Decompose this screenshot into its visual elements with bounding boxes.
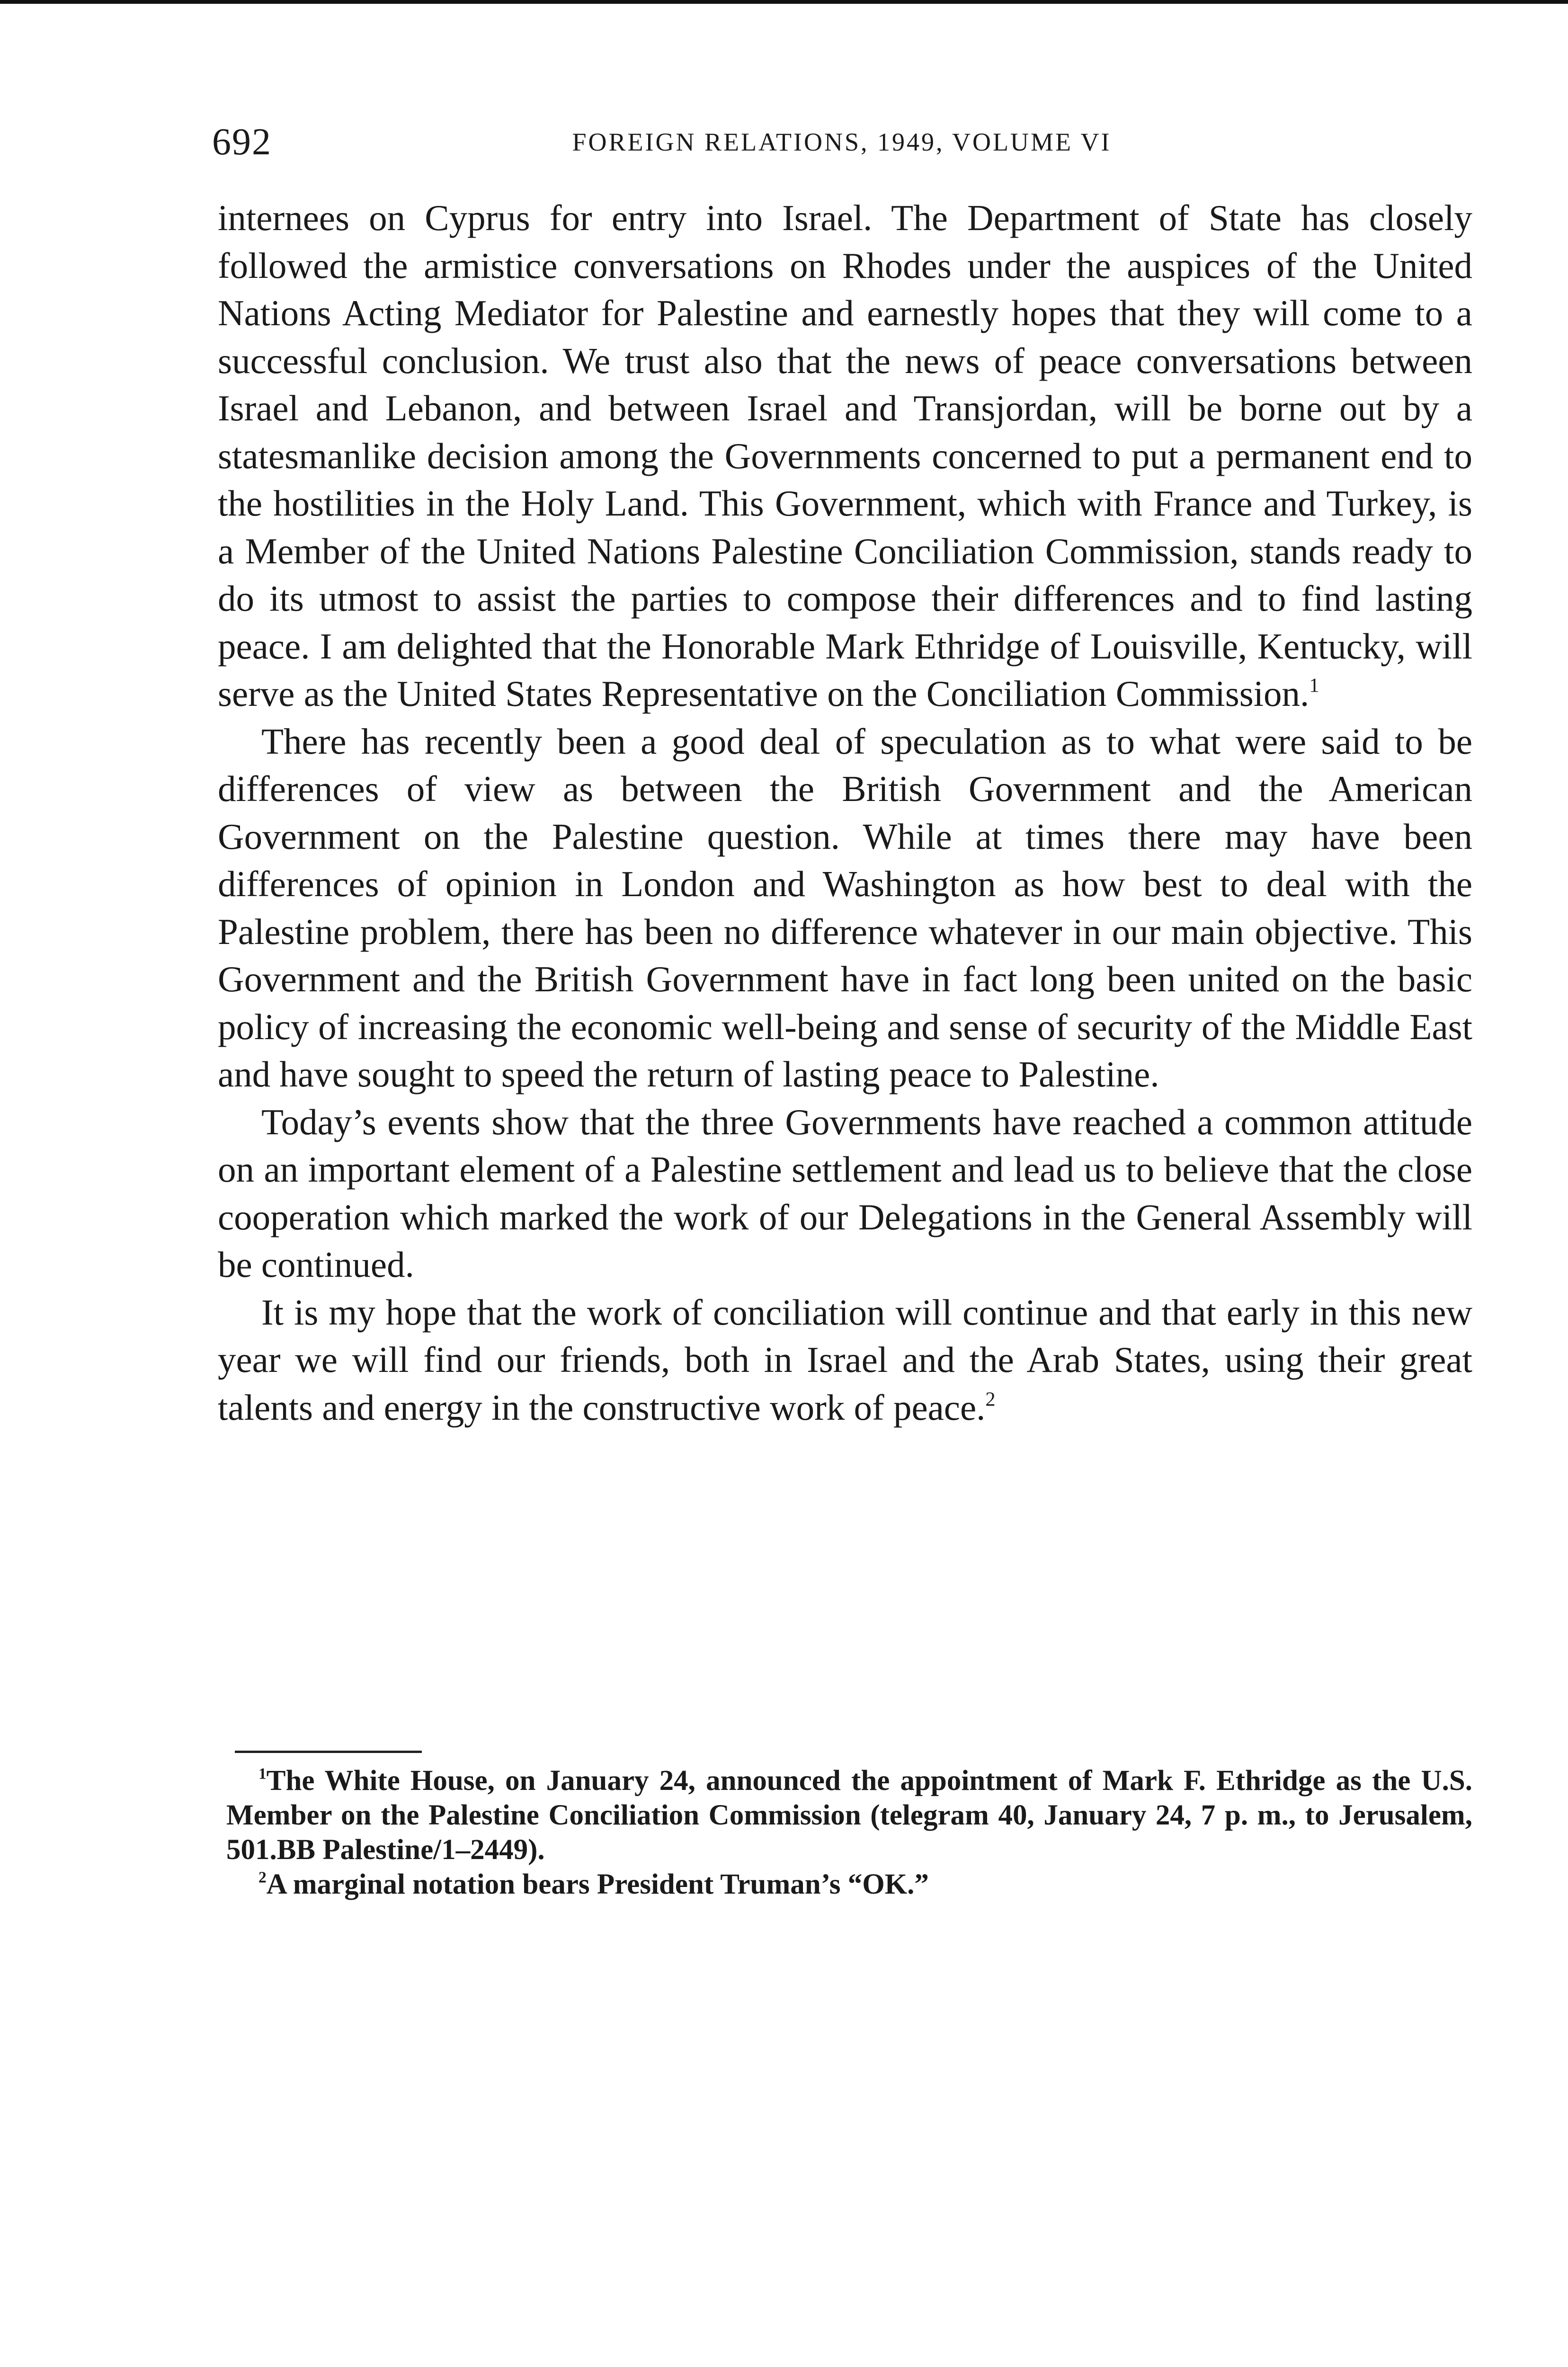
top-edge-rule [0, 0, 1568, 4]
footnote-marker-1: 1 [258, 1765, 267, 1783]
paragraph-2: There has recently been a good deal of speculation as to what were said to be differences of view as between the British Government and the American Government on the Palestine question. While at times there may have been differences of opinion in London and Washington as how best to deal with the Palestine problem, there has been no difference whatever in our main objective. This Government and the British Government have in fact long been united on the basic policy of increasing the economic well-being and sense of security of the Middle East and have sought to speed the return of lasting peace to Palestine. [218, 721, 1472, 1095]
running-head: FOREIGN RELATIONS, 1949, VOLUME VI [572, 128, 1112, 156]
paragraph-4-text: It is my hope that the work of conciliation will continue and that early in this new year we will find our friends, both in Israel and the Arab States, using their great talents and energy in the constructive work of peace. [218, 1291, 1472, 1428]
paragraph-3: Today’s events show that the three Governments have reached a common attitude on an important element of a Palestine settlement and lead us to believe that the close cooperation which marked the work of our Delegations in the General Assembly will be continued. [218, 1101, 1472, 1285]
footnote-ref-1: 1 [1309, 674, 1319, 697]
footnote-1-text: The White House, on January 24, announced the appointment of Mark F. Ethridge as the U.S. Member on the Palestine Conciliation Commission (telegram 40, January 24, 7 p. m., to Jerusalem, 501.BB Palestine/1–2449). [226, 1765, 1472, 1866]
footnote-ref-2: 2 [985, 1388, 996, 1410]
footnote-2-text: A marginal notation bears President Truman’s “OK.” [266, 1869, 929, 1900]
paragraph-1-text: internees on Cyprus for entry into Israel. The Department of State has closely followed the armistice conversations on Rhodes under the auspices of the United Nations Acting Mediator for Palestine and earnestly hopes that they will come to a successful conclusion. We trust also that the news of peace conversations between Israel and Lebanon, and between Israel and Transjordan, will be borne out by a statesmanlike decision among the Governments concerned to put a permanent end to the hostilities in the Holy Land. This Government, which with France and Turkey, is a Member of the United Nations Palestine Conciliation Commission, stands ready to do its utmost to assist the parties to compose their differences and to find lasting peace. I am delighted that the Honorable Mark Ethridge of Louisville, Kentucky, will serve as the United States Representative on the Conciliation Commission. [218, 197, 1472, 714]
footnote-2 [226, 1867, 1472, 1902]
paragraph-4 [218, 1289, 1472, 1432]
footnotes [226, 1763, 1472, 1902]
footnote-separator [235, 1751, 422, 1753]
page-number: 692 [212, 121, 272, 163]
paragraph-1 [218, 194, 1472, 718]
page-header [212, 116, 1471, 168]
footnote-marker-2: 2 [258, 1869, 267, 1886]
footnote-1 [226, 1763, 1472, 1867]
body-text [218, 194, 1472, 1431]
